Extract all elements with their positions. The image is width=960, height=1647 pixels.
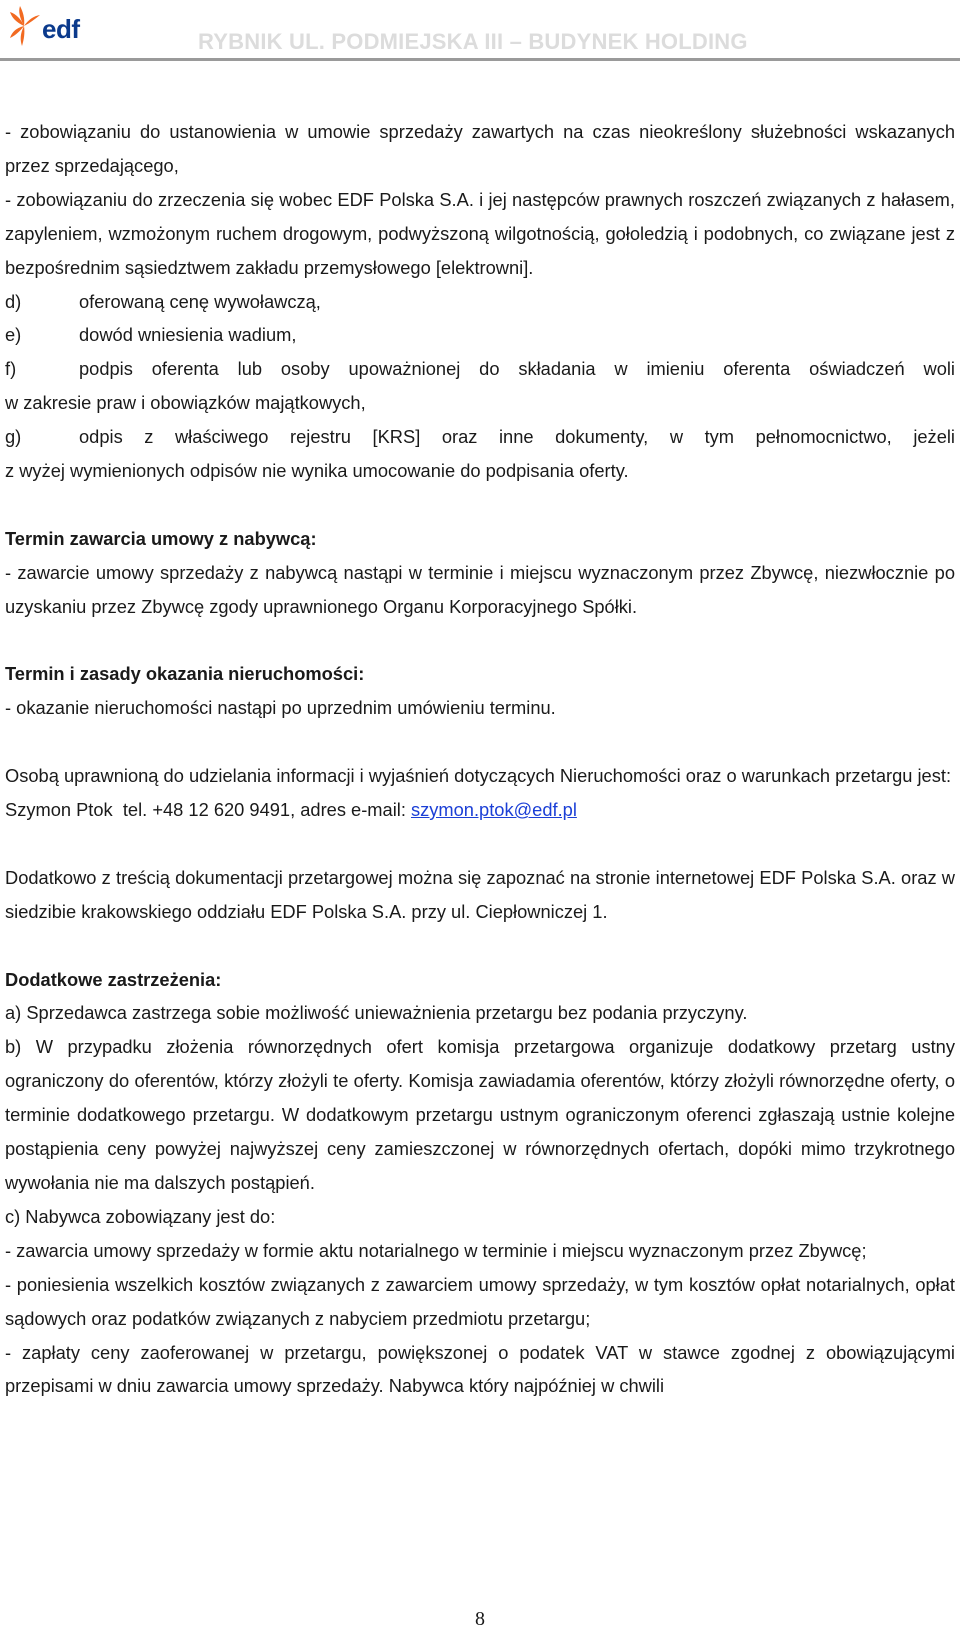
- paragraph-obligation-costs: - poniesienia wszelkich kosztów związanych z zawarciem umowy sprzedaży, w tym kosztów opłat notarialnych, opłat sądowych oraz podatków związanych z nabyciem przedmiotu przetargu;: [5, 1273, 955, 1329]
- paragraph-obligation-waiver: - zobowiązaniu do zrzeczenia się wobec EDF Polska S.A. i jej następców prawnych roszczeń związanych z hałasem, zapyleniem, wzmożonym ruchem drogowym, podwyższoną wilgotnością, gołoledzią i podobnych, co związane jest z bezpośrednim sąsiedztwem zakładu przemysłowego [elektrowni].: [5, 188, 955, 278]
- list-continuation-f: w zakresie praw i obowiązków majątkowych,: [5, 392, 366, 414]
- edf-logo: [10, 6, 106, 48]
- edf-burst-icon: [10, 6, 40, 46]
- list-label: f): [5, 358, 17, 380]
- paragraph-reservation-c: c) Nabywca zobowiązany jest do:: [5, 1205, 276, 1227]
- list-item-e: [5, 318, 955, 352]
- list-text: dowód wniesienia wadium,: [79, 324, 297, 346]
- page-header: [0, 0, 960, 62]
- logo-wordmark: edf: [42, 14, 80, 44]
- list-item-g: [5, 420, 955, 454]
- paragraph-contact-person: Osobą uprawnioną do udzielania informacji i wyjaśnień dotyczących Nieruchomości oraz o warunkach przetargu jest:: [5, 765, 952, 787]
- header-title: RYBNIK UL. PODMIEJSKA III – BUDYNEK HOLDING: [198, 29, 748, 54]
- list-continuation-g: z wyżej wymienionych odpisów nie wynika umocowanie do podpisania oferty.: [5, 460, 629, 482]
- list-text: odpis z właściwego rejestru [KRS] oraz inne dokumenty, w tym pełnomocnictwo, jeżeli: [79, 426, 955, 448]
- list-item-f: [5, 352, 955, 386]
- list-label: e): [5, 324, 22, 346]
- heading-viewing: Termin i zasady okazania nieruchomości:: [5, 663, 365, 685]
- heading-reservations: Dodatkowe zastrzeżenia:: [5, 968, 222, 990]
- list-label: d): [5, 290, 22, 312]
- list-label: g): [5, 426, 22, 448]
- list-text: oferowaną cenę wywoławczą,: [79, 290, 321, 312]
- contact-line: [5, 793, 955, 827]
- paragraph-documentation: Dodatkowo z treścią dokumentacji przetargowej można się zapoznać na stronie internetowej EDF Polska S.A. oraz w siedzibie krakowskiego oddziału EDF Polska S.A. przy ul. Ciepłowniczej 1.: [5, 866, 955, 922]
- paragraph-obligation-easements: - zobowiązaniu do ustanowienia w umowie sprzedaży zawartych na czas nieokreślony służebności wskazanych przez sprzedającego,: [5, 121, 955, 176]
- paragraph-obligation-notarial: - zawarcia umowy sprzedaży w formie aktu notarialnego w terminie i miejscu wyznaczonym przez Zbywcę;: [5, 1239, 867, 1261]
- email-link[interactable]: szymon.ptok@edf.pl: [410, 799, 577, 821]
- contact-details: Szymon Ptok tel. +48 12 620 9491, adres e-mail:: [5, 799, 411, 821]
- paragraph-contract-date: - zawarcie umowy sprzedaży z nabywcą nastąpi w terminie i miejscu wyznaczonym przez Zbywcę, niezwłocznie po uzyskaniu przez Zbywcę zgody uprawnionego Organu Korporacyjnego Spółki.: [5, 561, 955, 617]
- paragraph-reservation-a: a) Sprzedawca zastrzega sobie możliwość unieważnienia przetargu bez podania przyczyny.: [5, 1002, 748, 1024]
- paragraph-viewing: - okazanie nieruchomości nastąpi po uprzednim umówieniu terminu.: [5, 697, 556, 719]
- heading-contract-date: Termin zawarcia umowy z nabywcą:: [5, 527, 317, 549]
- paragraph-reservation-b: b) W przypadku złożenia równorzędnych ofert komisja przetargowa organizuje dodatkowy przetarg ustny ograniczony do oferentów, którzy złożyli te oferty. Komisja zawiadamia oferentów, którzy złożyli równorzędne oferty, o terminie dodatkowego przetargu. W dodatkowym przetargu ustnym ograniczonym oferenci zgłaszają ustnie kolejne postąpienia ceny powyżej najwyższej ceny zamieszczonej w równorzędnych ofertach, dopóki mimo trzykrotnego wywołania nie ma dalszych postąpień.: [5, 1036, 955, 1194]
- page-number: 8: [475, 1608, 485, 1630]
- list-item-d: [5, 285, 955, 319]
- list-text: podpis oferenta lub osoby upoważnionej do składania w imieniu oferenta oświadczeń woli: [79, 358, 955, 380]
- paragraph-obligation-payment: - zapłaty ceny zaoferowanej w przetargu, powiększonej o podatek VAT w stawce zgodnej z obowiązującymi przepisami w dniu zawarcia umowy sprzedaży. Nabywca który najpóźniej w chwili: [5, 1341, 955, 1397]
- header-divider: [0, 58, 960, 61]
- document-body: [5, 115, 955, 1403]
